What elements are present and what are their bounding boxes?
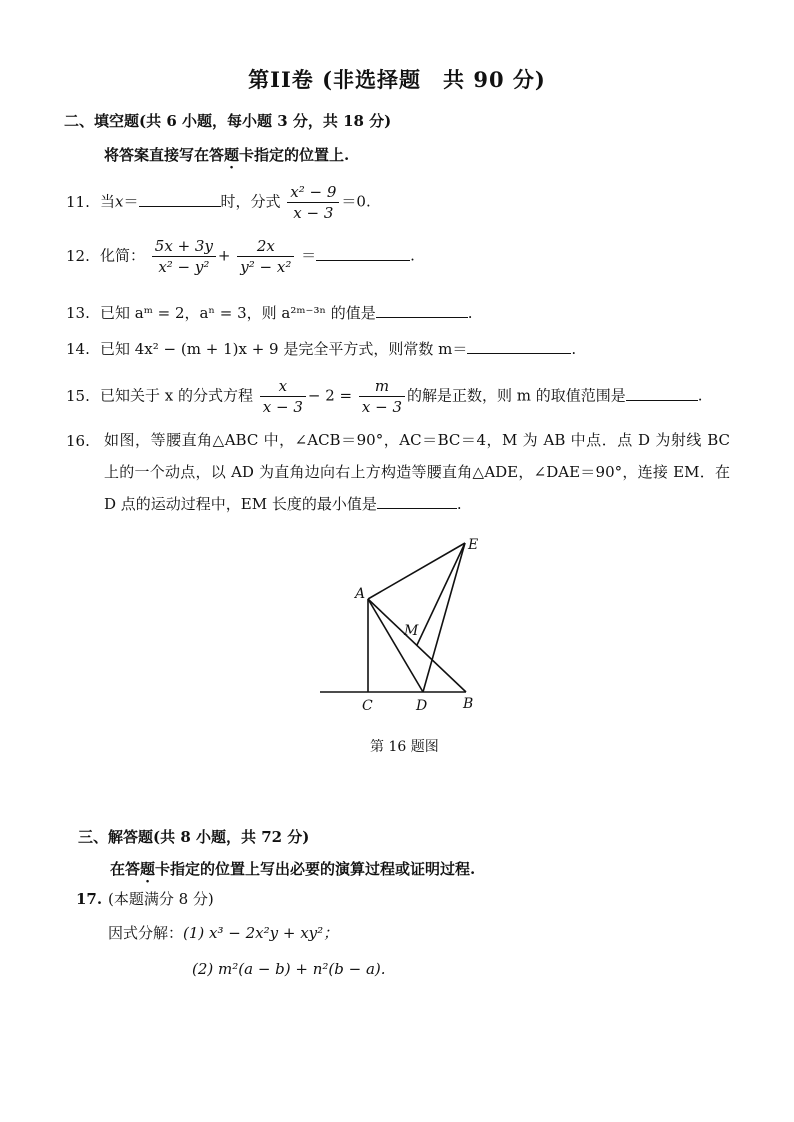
page-title: 第II卷 (非选择题 共 90 分) — [248, 67, 546, 92]
fraction — [152, 236, 216, 277]
question-15 — [66, 376, 703, 417]
question-text: 因式分解： — [108, 924, 184, 942]
question-text: 化简： — [100, 246, 146, 265]
question-number: 12. — [66, 246, 90, 265]
fraction-denominator: x − 3 — [262, 398, 303, 416]
fraction-numerator: x — [260, 376, 306, 397]
question-12 — [66, 236, 415, 277]
label-a: A — [355, 586, 366, 602]
instruction-text: 指定的位置上写出必要的演算过程或证明过程. — [170, 860, 476, 878]
answer-blank[interactable] — [467, 339, 571, 354]
question-text: . — [410, 246, 415, 265]
question-text: ＝0. — [341, 192, 371, 211]
question-17 — [76, 888, 214, 910]
answer-blank[interactable] — [626, 386, 698, 401]
question-11 — [66, 182, 371, 223]
math-variable: x — [115, 192, 124, 211]
question-text: 时，分式 — [220, 192, 281, 211]
label-m: M — [404, 623, 419, 639]
fraction — [359, 376, 405, 417]
question-16-number: 16. — [66, 432, 90, 450]
question-number: 15. — [66, 386, 90, 405]
section-2-instruction — [104, 144, 349, 165]
instruction-emphasis: 答题卡 — [209, 146, 255, 164]
fraction-numerator: x² − 9 — [287, 182, 339, 203]
question-text: . — [571, 340, 577, 358]
fraction-numerator: m — [359, 376, 405, 397]
question-text: 已知关于 x 的分式方程 — [100, 386, 253, 405]
section-3-heading: 三、解答题(共 8 小题，共 72 分) — [78, 828, 310, 846]
question-number: 13. — [66, 304, 90, 322]
question-text: . — [456, 495, 462, 513]
fraction — [287, 182, 339, 223]
question-text: 已知 aᵐ = 2，aⁿ = 3，则 a²ᵐ⁻³ⁿ 的值是 — [100, 304, 376, 322]
question-13 — [66, 302, 473, 324]
math-expression: (1) x³ − 2x²y + xy²； — [183, 924, 339, 942]
question-number: 17. — [76, 890, 103, 908]
question-text: 当 — [100, 192, 116, 211]
question-text: ＝ — [123, 192, 139, 211]
answer-blank[interactable] — [376, 303, 468, 318]
segment-ad — [368, 599, 423, 692]
answer-blank[interactable] — [139, 192, 221, 207]
figure-caption: 第 16 题图 — [370, 739, 439, 755]
answer-blank[interactable] — [316, 246, 410, 261]
fraction-denominator: y² − x² — [240, 258, 292, 276]
question-text: 的解是正数，则 m 的取值范围是 — [407, 386, 626, 405]
question-text: − 2 = — [307, 386, 353, 405]
question-number: 11. — [66, 192, 90, 211]
fraction-numerator: 2x — [237, 236, 294, 257]
label-b: B — [463, 696, 474, 712]
question-17-part-1 — [108, 922, 338, 944]
question-text: . — [467, 304, 473, 322]
question-number: 14. — [66, 340, 90, 358]
instruction-text: 将答案直接写在 — [104, 146, 210, 164]
label-e: E — [468, 537, 479, 553]
question-17-part-2 — [192, 958, 386, 980]
section-2-heading: 二、填空题(共 6 小题，每小题 3 分，共 18 分) — [64, 112, 392, 130]
fraction-numerator: 5x + 3y — [152, 236, 216, 257]
question-text: . — [697, 386, 703, 405]
fraction-denominator: x − 3 — [293, 204, 334, 222]
instruction-emphasis: 答题卡 — [125, 860, 171, 878]
answer-blank[interactable] — [377, 494, 457, 509]
question-text: 如图，等腰直角△ABC 中，∠ACB＝90°，AC＝BC＝4，M 为 AB 中点．点 D 为射线 BC 上的一个动点，以 AD 为直角边向右上方构造等腰直角△ADE，∠DAE＝90°，连接 EM．在 D 点的运动过程中，EM 长度的最小值是 — [104, 431, 730, 513]
label-d: D — [416, 698, 428, 714]
question-text: 已知 4x² − (m + 1)x + 9 是完全平方式，则常数 m＝ — [100, 340, 468, 358]
question-14 — [66, 338, 576, 360]
math-operator: + — [217, 246, 231, 265]
segment-ab — [368, 599, 466, 692]
section-3-instruction — [110, 858, 475, 879]
label-c: C — [362, 698, 373, 714]
fraction-denominator: x − 3 — [361, 398, 402, 416]
segment-ae — [368, 543, 465, 599]
math-operator: ＝ — [301, 246, 317, 265]
instruction-text: 在 — [110, 860, 126, 878]
fraction — [260, 376, 306, 417]
fraction — [237, 236, 294, 277]
math-expression: (2) m²(a − b) + n²(b − a). — [192, 960, 386, 978]
question-score: (本题满分 8 分) — [108, 890, 214, 908]
question-16 — [104, 424, 730, 520]
instruction-text: 指定的位置上. — [254, 146, 350, 164]
fraction-denominator: x² − y² — [158, 258, 210, 276]
figure-16 — [310, 532, 490, 722]
